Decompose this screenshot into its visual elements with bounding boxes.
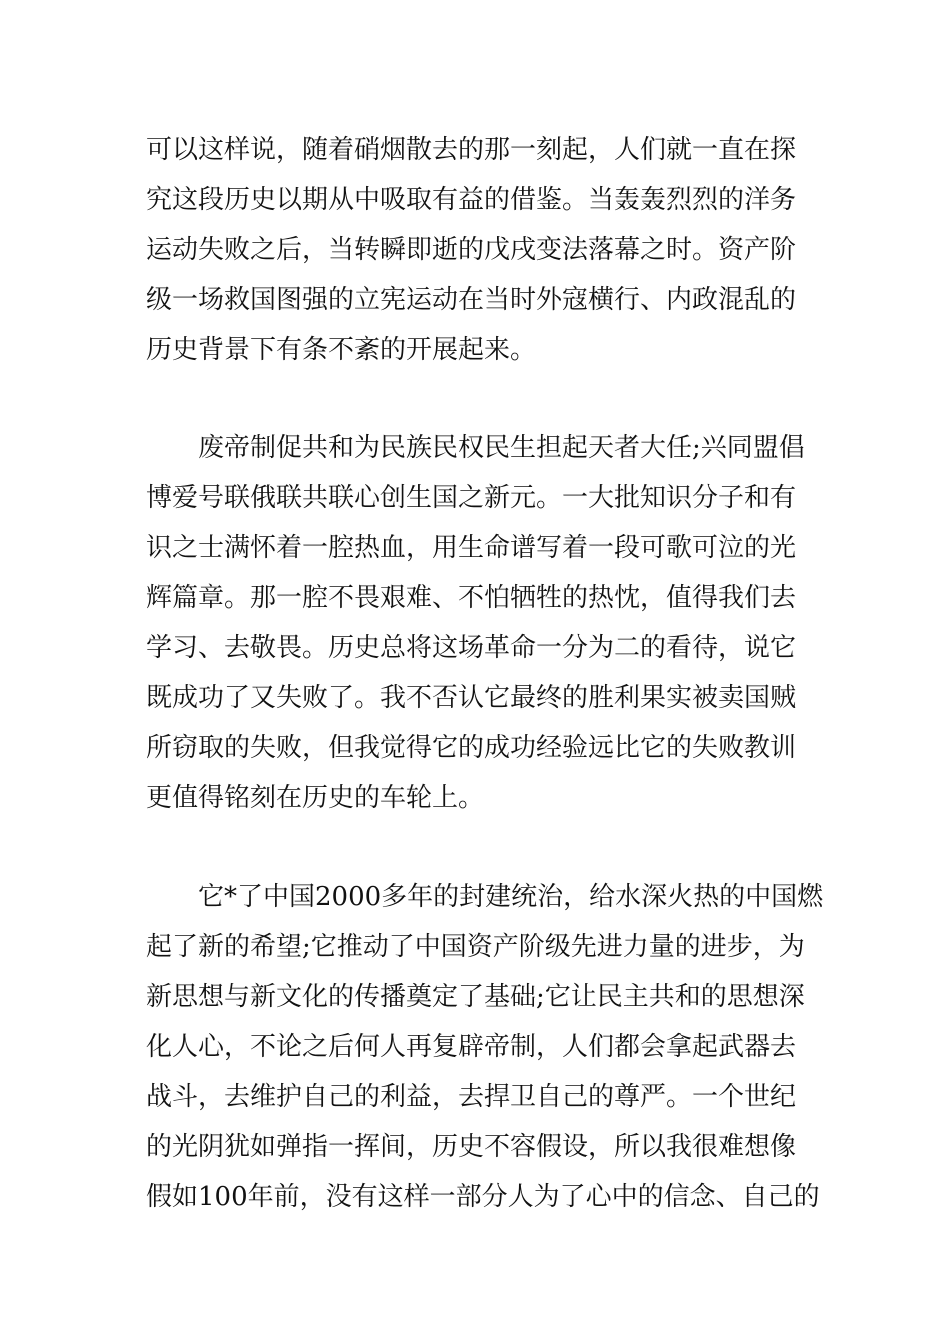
paragraph-line: 识之士满怀着一腔热血，用生命谱写着一段可歌可泣的光 (146, 533, 797, 563)
paragraph-line: 可以这样说，随着硝烟散去的那一刻起，人们就一直在探 (146, 135, 797, 165)
paragraph-line: 起了新的希望;它推动了中国资产阶级先进力量的进步，为 (146, 932, 805, 962)
paragraph-line: 所窃取的失败，但我觉得它的成功经验远比它的失败教训 (146, 733, 797, 763)
paragraph-line: 既成功了又失败了。我不否认它最终的胜利果实被卖国贼 (146, 683, 797, 713)
paragraph-line: 化人心，不论之后何人再复辟帝制，人们都会拿起武器去 (146, 1032, 797, 1062)
paragraph-line: 级一场救国图强的立宪运动在当时外寇横行、内政混乱的 (146, 285, 797, 315)
paragraph-line: 更值得铭刻在历史的车轮上。 (146, 783, 485, 813)
paragraph-line: 战斗，去维护自己的利益，去捍卫自己的尊严。一个世纪 (146, 1082, 797, 1112)
paragraph-line: 辉篇章。那一腔不畏艰难、不怕牺牲的热忱，值得我们去 (146, 583, 797, 613)
paragraph-line: 运动失败之后，当转瞬即逝的戊戌变法落幕之时。资产阶 (146, 235, 797, 265)
paragraph-line: 究这段历史以期从中吸取有益的借鉴。当轰轰烈烈的洋务 (146, 185, 797, 215)
paragraph-line: 学习、去敬畏。历史总将这场革命一分为二的看待，说它 (146, 633, 797, 663)
paragraph-line: 的光阴犹如弹指一挥间，历史不容假设，所以我很难想像 (146, 1132, 797, 1162)
paragraph-line: 新思想与新文化的传播奠定了基础;它让民主共和的思想深 (146, 982, 805, 1012)
paragraph-line: 它*了中国2000多年的封建统治，给水深火热的中国燃 (198, 882, 824, 912)
paragraph-line: 博爱号联俄联共联心创生国之新元。一大批知识分子和有 (146, 483, 797, 513)
paragraph-line: 历史背景下有条不紊的开展起来。 (146, 335, 537, 365)
paragraph-line: 假如100年前，没有这样一部分人为了心中的信念、自己的 (146, 1182, 820, 1212)
paragraph-line: 废帝制促共和为民族民权民生担起天者大任;兴同盟倡 (198, 433, 805, 463)
